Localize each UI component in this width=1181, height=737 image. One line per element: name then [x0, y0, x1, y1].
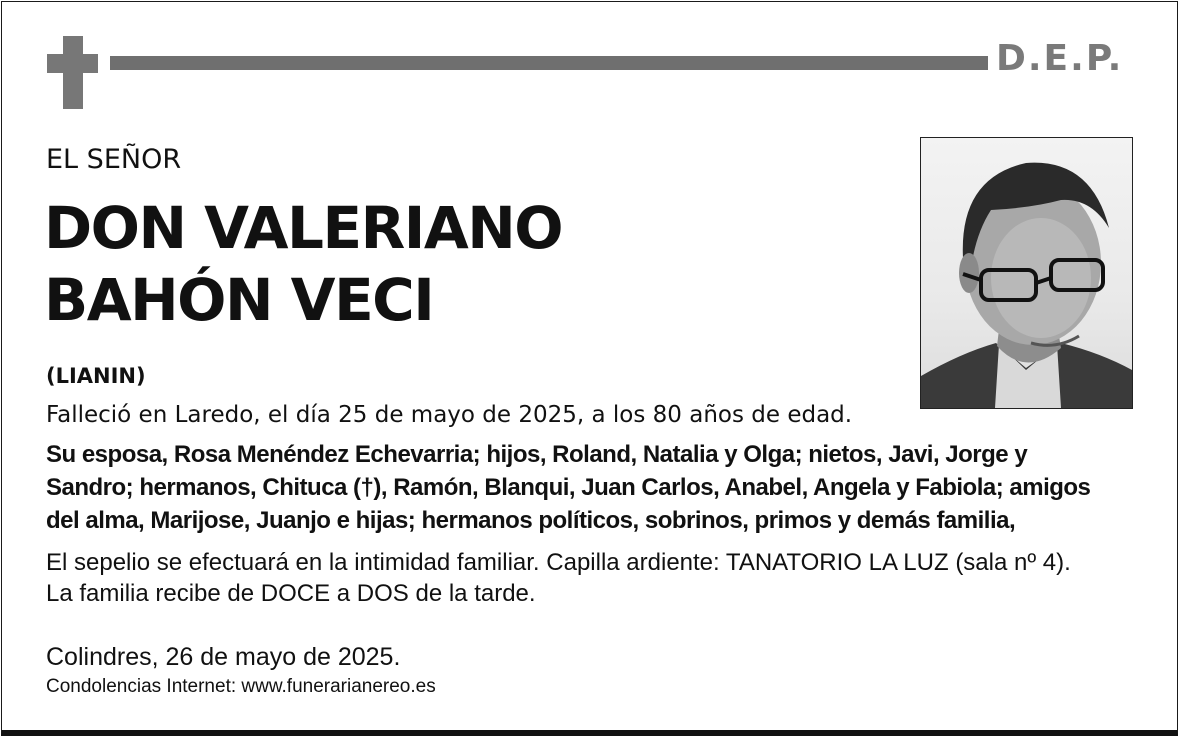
family-line: del alma, Marijose, Juanjo e hijas; hermanos políticos, sobrinos, primos y demás familia,	[46, 507, 1016, 534]
name-line-2: BAHÓN VECI	[44, 266, 434, 334]
nickname: (LIANIN)	[46, 364, 146, 388]
burial-paragraph	[46, 547, 1146, 609]
place-date: Colindres, 26 de mayo de 2025.	[46, 643, 401, 671]
name-line-1: DON VALERIANO	[44, 194, 563, 262]
deceased-name	[44, 192, 562, 336]
condolences-website: Condolencias Internet: www.funerarianereo.es	[46, 676, 436, 697]
cross-icon-arm	[47, 54, 98, 73]
family-paragraph	[46, 438, 1136, 537]
burial-line: La familia recibe de DOCE a DOS de la tarde.	[46, 580, 536, 607]
death-notice: Falleció en Laredo, el día 25 de mayo de 2025, a los 80 años de edad.	[46, 402, 853, 428]
family-line: Su esposa, Rosa Menéndez Echevarria; hijos, Roland, Natalia y Olga; nietos, Javi, Jorge y	[46, 441, 1028, 468]
portrait-image	[921, 138, 1132, 408]
header-rule	[110, 56, 988, 70]
salutation: EL SEÑOR	[46, 144, 182, 175]
burial-line: El sepelio se efectuará en la intimidad familiar. Capilla ardiente: TANATORIO LA LUZ (sala nº 4).	[46, 549, 1071, 576]
family-line: Sandro; hermanos, Chituca (†), Ramón, Blanqui, Juan Carlos, Anabel, Angela y Fabiola; amigos	[46, 474, 1091, 501]
portrait-photo	[920, 137, 1133, 409]
dep-label: D.E.P.	[996, 38, 1124, 79]
